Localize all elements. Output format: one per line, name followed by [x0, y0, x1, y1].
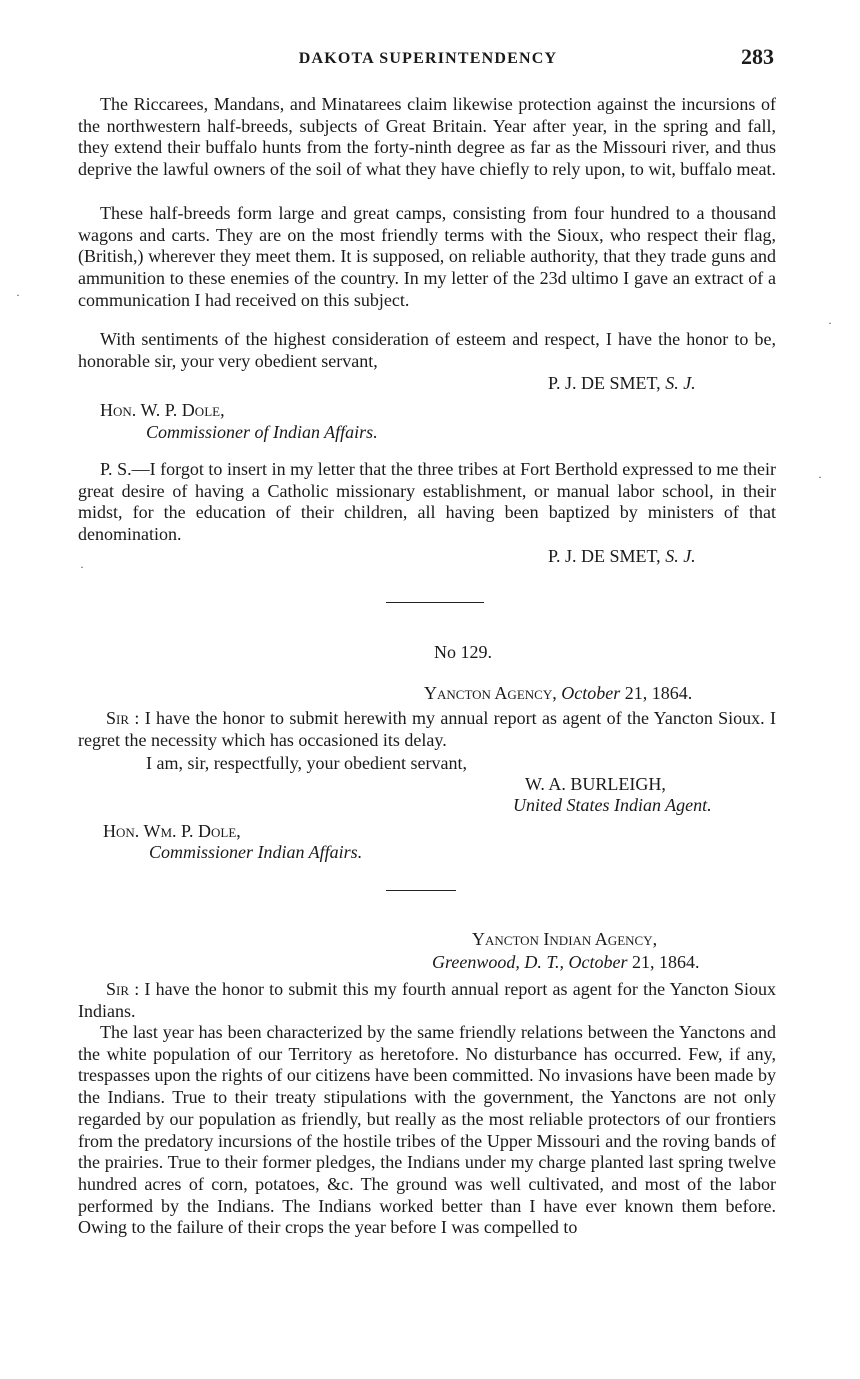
page-number: 283 — [741, 44, 774, 69]
report-paragraph-2: The last year has been characterized by the same friendly relations between the Yanctons and the white population of our Territory as heretofore. No disturbance has occurred. Few, if any, trespasses upon the rights of our citizens have been committed. No invasions have been made by the Indians. True to their treaty stipulations with the government, the Yanctons are not only regarded by our population as friendly, but really as the most reliable protectors of our frontiers from the predatory incursions of the hostile tribes of the Upper Missouri and the roving bands of the prairies. True to their former pledges, the Indians under my charge planted last spring twelve hundred acres of corn, potatoes, &c. The ground was well cultivated, and most of the labor performed by the Indians. The Indians worked better than I have ever known them before. Owing to the failure of their crops the year before I was compelled to — [78, 1022, 776, 1238]
ps-signature-name: P. J. DE SMET, — [548, 546, 661, 566]
margin-mark: · — [80, 560, 84, 574]
letter2-closing: I am, sir, respectfully, your obedient servant, — [146, 753, 468, 773]
signature-name: P. J. DE SMET, — [548, 373, 661, 393]
letter2-salutation: Sir : — [106, 708, 140, 728]
letter2-body-text: I have the honor to submit herewith my annual report as agent of the Yancton Sioux. I regret the necessity which has occasioned its delay. — [78, 708, 777, 750]
report-paragraph-1-text: I have the honor to submit this my fourth annual report as agent for the Yancton Sioux Indians. — [78, 979, 776, 1021]
letter2-addressee-name: Hon. Wm. P. Dole, — [103, 821, 241, 841]
ps-signature-title: S. J. — [665, 546, 696, 566]
report-paragraph-1 — [78, 979, 776, 1022]
margin-mark: · — [16, 288, 20, 302]
letter1-paragraph-1: The Riccarees, Mandans, and Minatarees claim likewise protection against the incursions of the northwestern half-breeds, subjects of Great Britain. Year after year, in the spring and fall, they extend their buffalo hunts from the forty-ninth degree as far as the Missouri river, and thus deprive the lawful owners of the soil of what they have chiefly to rely upon, to wit, buffalo meat. — [78, 94, 776, 180]
letter1-addressee-name: Hon. W. P. Dole, — [100, 400, 225, 420]
margin-mark: · — [818, 470, 822, 484]
letter2-addressee-title: Commissioner Indian Affairs. — [149, 842, 363, 862]
report-heading-date: 21, 1864. — [631, 952, 700, 972]
report-salutation: Sir : — [106, 979, 140, 999]
letter2-signature-name: W. A. BURLEIGH, — [525, 774, 666, 794]
signature-title: S. J. — [665, 373, 696, 393]
report-heading-place: Yancton Indian Agency, — [472, 929, 658, 949]
letter2-dateline — [424, 682, 692, 704]
dateline-month: October — [561, 683, 621, 703]
document-number: No 129. — [434, 642, 492, 662]
section-divider — [386, 602, 484, 603]
postscript-signature — [548, 545, 696, 567]
dateline-place: Yancton Agency, — [424, 683, 557, 703]
report-heading-dateline — [432, 951, 699, 973]
dateline-day-year: 21, 1864. — [624, 683, 693, 703]
report-heading-location: Greenwood, D. T., October — [432, 952, 628, 972]
letter2-signature-title: United States Indian Agent. — [513, 795, 712, 815]
letter1-addressee-title: Commissioner of Indian Affairs. — [146, 422, 378, 442]
letter2-body — [78, 708, 776, 751]
margin-mark: · — [828, 316, 832, 330]
section-divider-2 — [386, 890, 456, 891]
letter1-paragraph-2: These half-breeds form large and great camps, consisting from four hundred to a thousand wagons and carts. They are on the most friendly terms with the Sioux, who respect their flag, (British,) wherever they meet them. It is supposed, on reliable authority, that they trade guns and ammunition to these enemies of the country. In my letter of the 23d ultimo I gave an extract of a communication I had received on this subject. — [78, 203, 776, 310]
running-head: DAKOTA SUPERINTENDENCY — [298, 50, 558, 67]
letter1-signature — [548, 372, 696, 394]
page-header — [78, 46, 778, 76]
letter1-paragraph-3: With sentiments of the highest consideration of esteem and respect, I have the honor to be, honorable sir, your very obedient servant, — [78, 329, 776, 371]
letter1-postscript: P. S.—I forgot to insert in my letter that the three tribes at Fort Berthold expressed to me their great desire of having a Catholic missionary establishment, or manual labor school, in their midst, for the education of their children, all having been baptized by ministers of that denomination. — [78, 459, 776, 545]
